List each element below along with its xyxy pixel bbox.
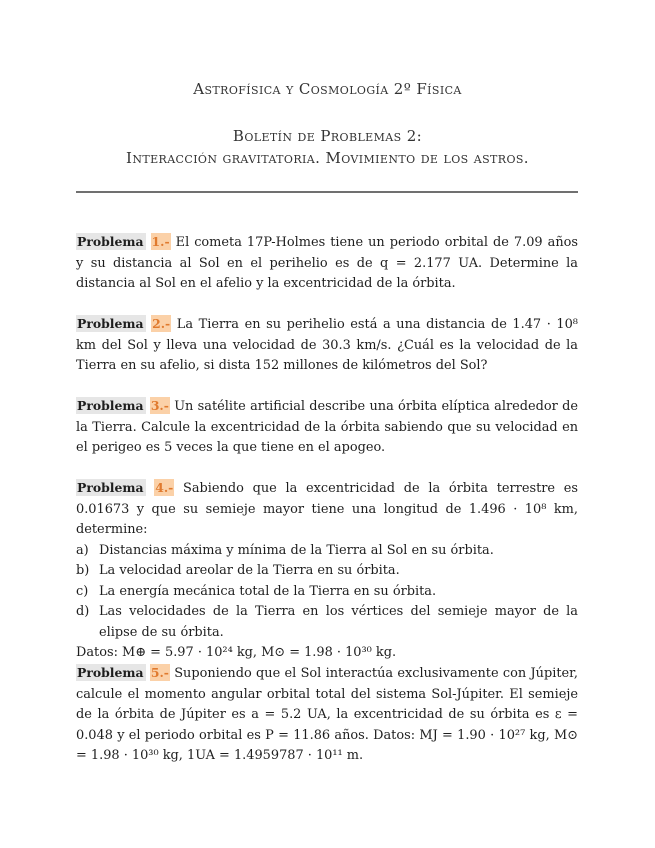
problem-text: La Tierra en su perihelio está a una distancia de 1.47 · 10⁸ km del Sol y lleva una velocidad de 30.3 km/s. ¿Cuál es la velocidad de la Tierra en su afelio, si dista 152 millones de kilómetros del Sol? xyxy=(76,317,578,373)
problem-data: Datos: M⊕ = 5.97 · 10²⁴ kg, M⊙ = 1.98 · 10³⁰ kg. xyxy=(76,645,397,660)
sub-question-marker: b) xyxy=(76,563,90,578)
sub-question-marker: c) xyxy=(76,583,89,599)
sub-question xyxy=(76,602,578,643)
problem-text: Un satélite artificial describe una órbita elíptica alrededor de la Tierra. Calcule la excentricidad de la órbita sabiendo que su velocidad en el perigeo es 5 veces la que tiene en el apogeo. xyxy=(76,399,578,455)
course-title: Astrofísica y Cosmología 2º Física xyxy=(193,80,462,98)
problem-3 xyxy=(76,396,578,459)
problem-label: Problema xyxy=(77,665,144,680)
problem-text: Sabiendo que la excentricidad de la órbita terrestre es 0.01673 y que su semieje mayor tiene una longitud de 1.496 · 10⁸ km, determine: xyxy=(76,481,578,537)
problem-number: 5.- xyxy=(150,665,169,680)
problem-label: Problema xyxy=(77,234,144,249)
header-divider xyxy=(76,191,578,193)
problem-number: 2.- xyxy=(152,316,171,331)
problem-number: 4.- xyxy=(155,480,174,495)
problem-label: Problema xyxy=(77,480,144,495)
sub-question-text: Las velocidades de la Tierra en los vértices del semieje mayor de la elipse de su órbita. xyxy=(99,604,578,640)
problem-2 xyxy=(76,314,578,377)
problem-text: El cometa 17P-Holmes tiene un periodo orbital de 7.09 años y su distancia al Sol en el perihelio es de q = 2.177 UA. Determine la distancia al Sol en el afelio y la excentricidad de la órbita. xyxy=(76,235,578,291)
sub-question xyxy=(76,582,578,603)
problem-label: Problema xyxy=(77,398,144,413)
problem-number: 1.- xyxy=(151,234,170,249)
sub-question xyxy=(76,541,578,562)
problem-number: 3.- xyxy=(150,398,169,413)
sub-question-text: Distancias máxima y mínima de la Tierra al Sol en su órbita. xyxy=(99,542,494,558)
topic-title: Interacción gravitatoria. Movimiento de los astros. xyxy=(126,149,529,167)
problem-5 xyxy=(76,663,578,767)
sub-question-text: La velocidad areolar de la Tierra en su órbita. xyxy=(99,563,400,578)
sub-question-marker: a) xyxy=(76,542,89,558)
problem-1 xyxy=(76,232,578,295)
sheet-title: Boletín de Problemas 2: xyxy=(232,127,423,145)
sub-question-list xyxy=(76,541,578,644)
sub-question xyxy=(76,561,578,582)
problem-4 xyxy=(76,478,578,664)
sub-question-text: La energía mecánica total de la Tierra en su órbita. xyxy=(99,583,437,599)
problem-text: Suponiendo que el Sol interactúa exclusivamente con Júpiter, calcule el momento angular orbital total del sistema Sol-Júpiter. El semieje de la órbita de Júpiter es a = 5.2 UA, la excentricidad de su órbita es ε = 0.048 y el periodo orbital es P = 11.86 años. Datos: MJ = 1.90 · 10²⁷ kg, M⊙ = 1.98 · 10³⁰ kg, 1UA = 1.4959787 · 10¹¹ m. xyxy=(76,666,578,763)
problem-label: Problema xyxy=(77,316,144,331)
sub-question-marker: d) xyxy=(76,604,90,619)
